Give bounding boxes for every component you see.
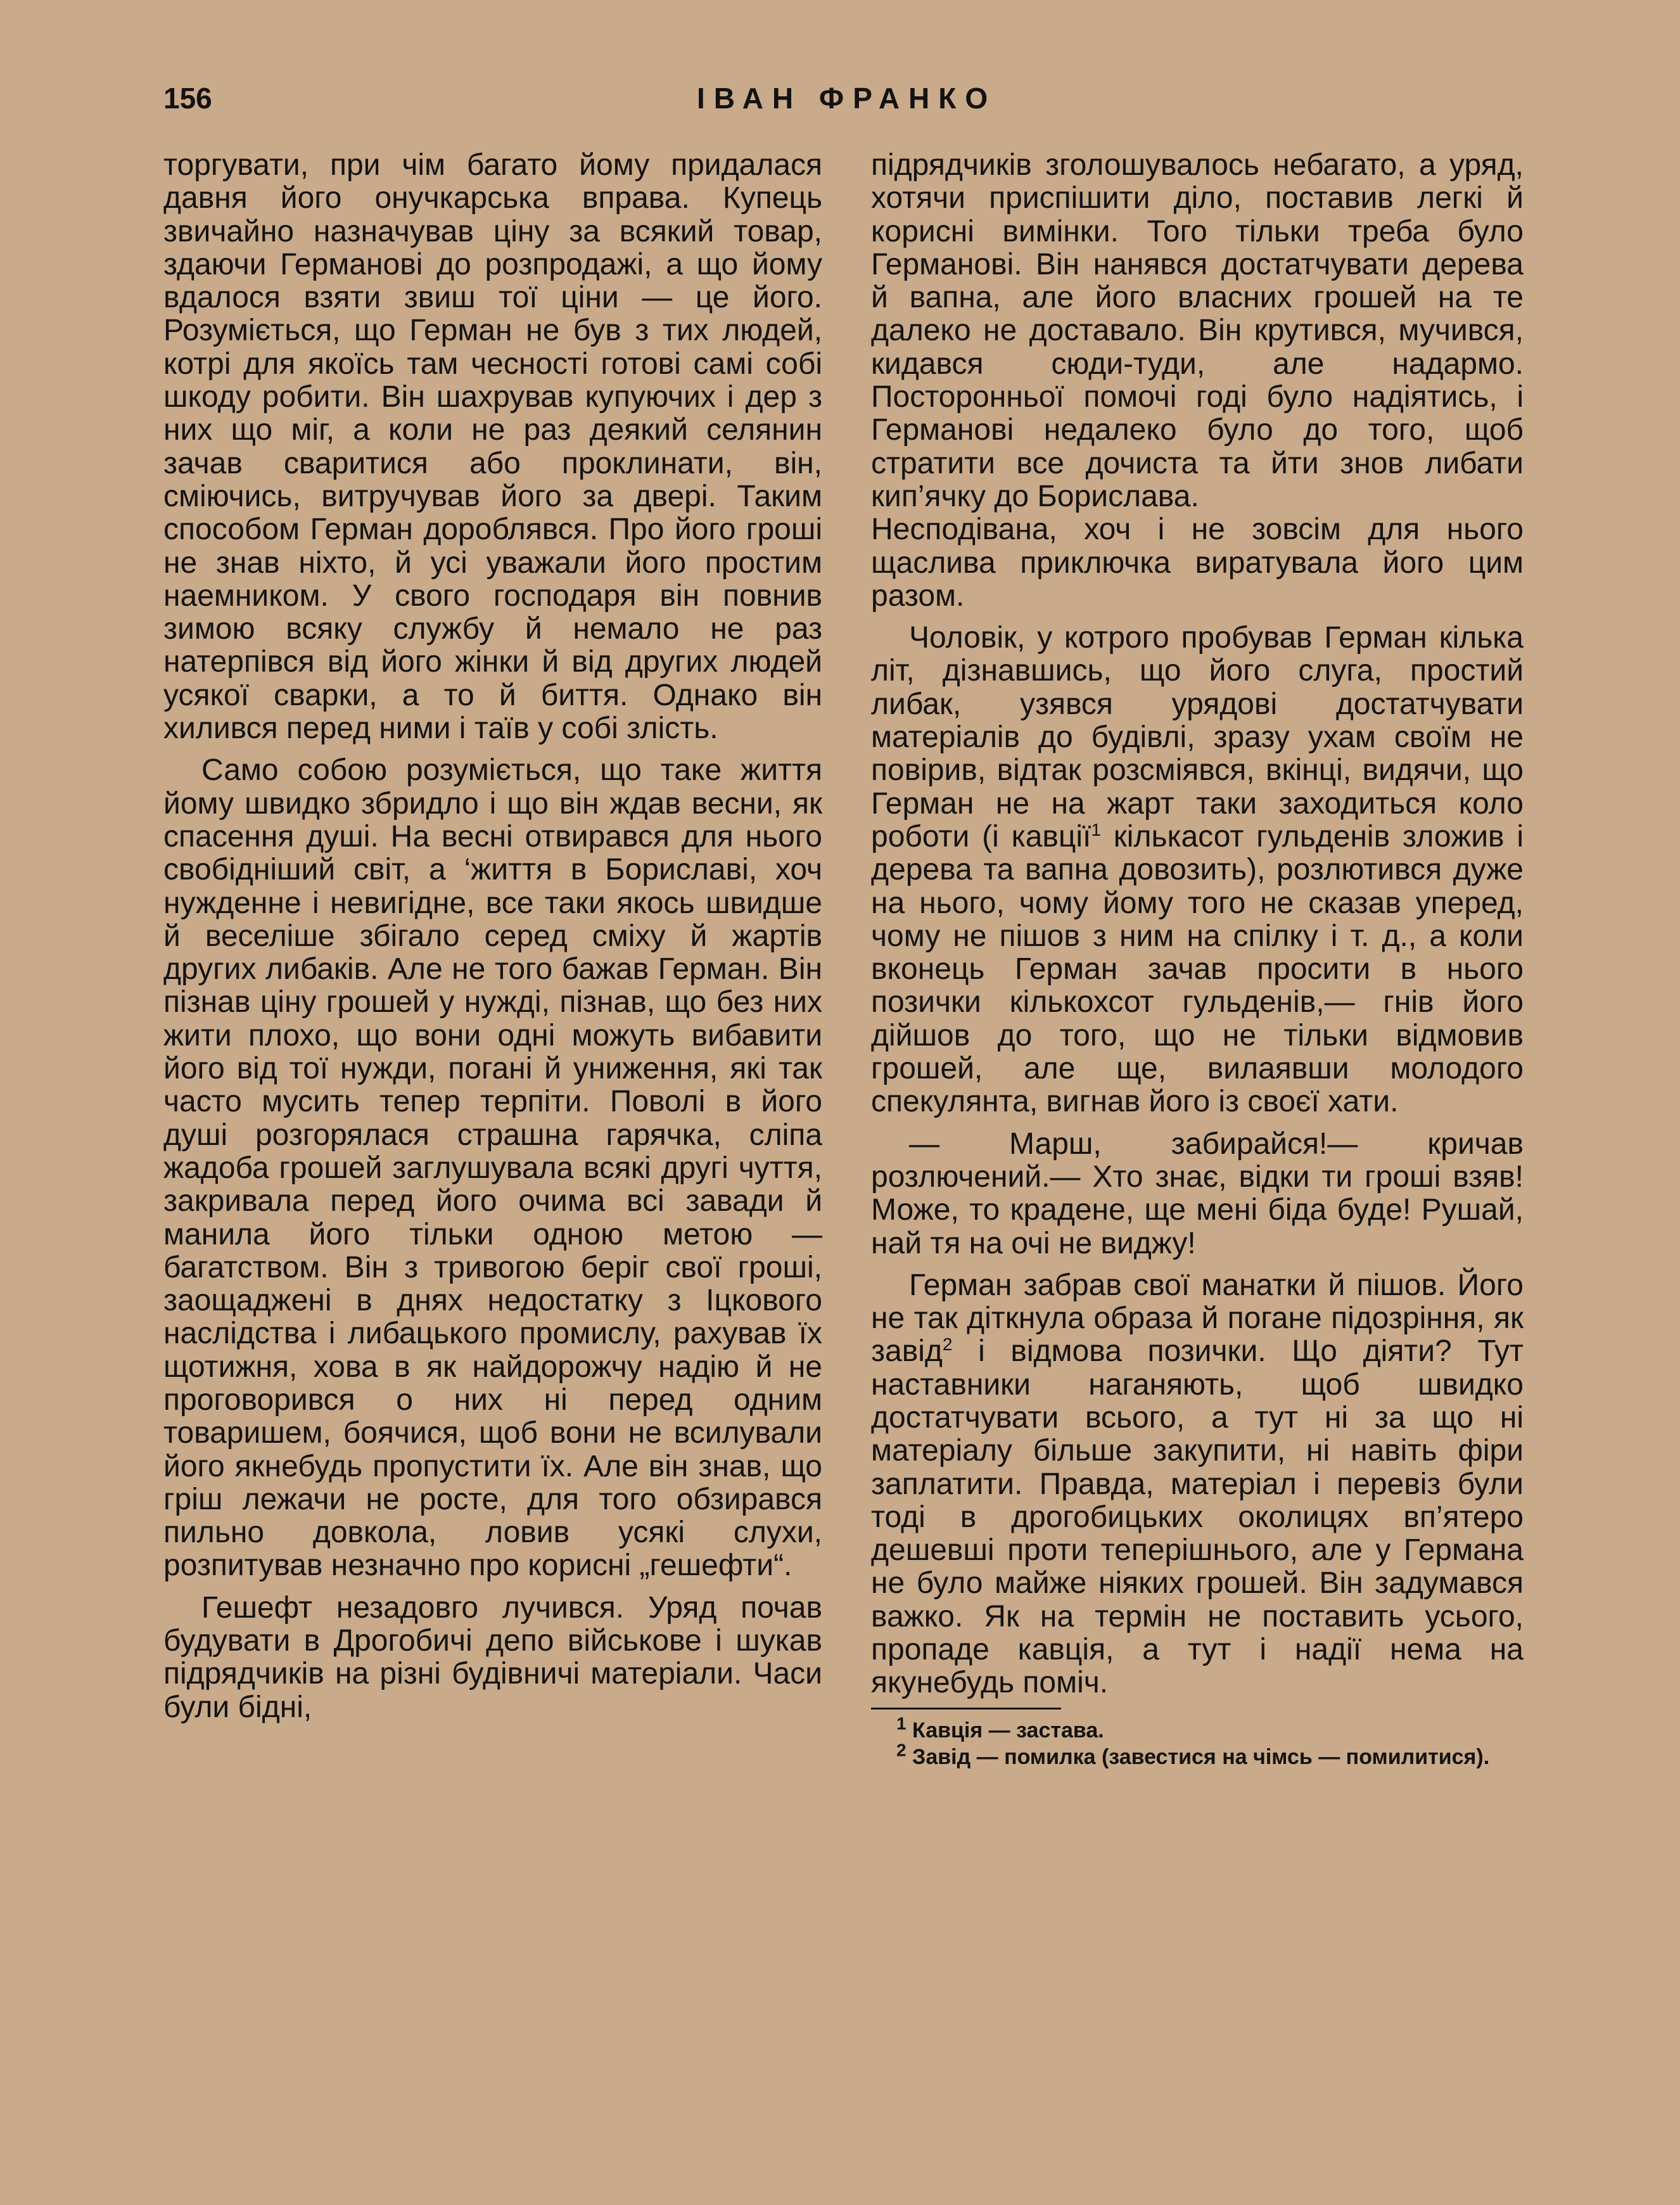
- right-paragraph-2: Несподівана, хоч і не зовсім для нього щаслива приключка виратувала його цим разом.: [871, 513, 1524, 613]
- footnote-2: [871, 1740, 1524, 1770]
- right-paragraph-5-part-b: і відмова позички. Що діяти? Тут наставники наганяють, щоб швидко достатчувати всього, а тут ні за що ні матеріалу більше закупити, ні навіть фіри заплатити. Правда, матеріал і перевіз були тоді в дрогобицьких околицях вп’ятеро дешевші проти теперішнього, але у Германа не було майже ніяких грошей. Він задумався важко. Як на термін не поставить усього, пропаде кавція, а тут і надії нема на якунебудь поміч.: [871, 1334, 1524, 1700]
- right-column: [871, 149, 1524, 1770]
- right-paragraph-3: [871, 622, 1524, 1118]
- footnote-divider: [871, 1708, 1061, 1710]
- footnote-2-text: Завід — помилка (завестися на чімсь — помилитися).: [912, 1744, 1490, 1769]
- right-paragraph-4: — Марш, забирайся!— кричав розлючений.— Хто знає, відки ти гроші взяв! Може, то крадене, ще мені біда буде! Рушай, най тя на очі не виджу!: [871, 1127, 1524, 1260]
- left-paragraph-2: Само собою розуміється, що таке життя йому швидко збридло і що він ждав весни, як спасення душі. На весні отвирався для нього свобідніший світ, а ‘життя в Бориславі, хоч нужденне і невигідне, все таки якось швидше й веселіше збігало серед сміху й жартів других либаків. Але не того бажав Герман. Він пізнав ціну грошей у нужді, пізнав, що без них жити плохо, що вони одні можуть вибавити його від тої нужди, погані й униження, які так часто мусить тепер терпіти. Поволі в його душі розгорялася страшна гарячка, сліпа жадоба грошей заглушувала всякі другі чуття, закривала перед його очима всі завади й манила його тільки одною метою — багатством. Він з тривогою беріг свої гроші, заощаджені в днях недостатку з Іцкового наслідства і либацького промислу, рахував їх щотижня, хова в як найдорожчу надію й не проговорився о них ні перед одним товаришем, боячися, щоб вони не всилували його якнебудь пропустити їх. Але він знав, що гріш лежачи не росте, для того обзирався пильно довкола, ловив усякі слухи, розпитував незначно про корисні „гешефти“.: [163, 753, 822, 1583]
- footnote-1-mark: 1: [896, 1713, 907, 1734]
- left-paragraph-1: торгувати, при чім багато йому придалася давня його онучкарська вправа. Купець звичайно назначував ціну за всякий товар, здаючи Германові до розпродажі, а що йому вдалося взяти звиш тої ціни — це його. Розуміється, що Герман не був з тих людей, котрі для якоїсь там чесності готові самі собі шкоду робити. Він шахрував купуючих і дер з них що міг, а коли не раз деякий селянин зачав сваритися або проклинати, він, сміючись, витручував його за двері. Таким способом Герман дороблявся. Про його гроші не знав ніхто, й усі уважали його простим наемником. У свого господаря він повнив зимою всяку службу й немало не раз натерпівся від його жінки й від других людей усякої сварки, а то й биття. Однако він хилився перед ними і таїв у собі злість.: [163, 148, 822, 746]
- right-paragraph-3-part-a: Чоловік, у котрого пробував Герман кілька літ, дізнавшись, що його слуга, простий либак, узявся урядові достатчувати матеріалів до будівлі, зразу ухам своїм не повірив, відтак розсміявся, вкінці, видячи, що Герман не на жарт таки заходиться коло роботи (і кавції: [871, 621, 1524, 853]
- page-number: 156: [163, 82, 212, 115]
- right-paragraph-3-part-b: кількасот гульденів зложив і дерева та вапна довозить), розлютився дуже на нього, чому йому того не сказав уперед, чому не пішов з ним на спілку і т. д., а коли вконець Герман зачав просити в нього позички кількохсот гульденів,— гнів його дійшов до того, що не тільки відмовив грошей, але ще, вилаявши молодого спекулянта, вигнав його із своєї хати.: [871, 819, 1524, 1119]
- left-column: [163, 149, 822, 1724]
- footnote-1: [871, 1713, 1524, 1744]
- right-paragraph-5-part-a: Герман забрав свої манатки й пішов. Його не так діткнула образа й погане підозріння, як завід: [871, 1268, 1524, 1369]
- left-paragraph-3: Гешефт незадовго лучився. Уряд почав будувати в Дрогобичі депо військове і шукав підрядчиків на різні будівничі матеріали. Часи були бідні,: [163, 1590, 822, 1724]
- running-head: ІВАН ФРАНКО: [697, 82, 997, 115]
- right-paragraph-1: підрядчиків зголошувалось небагато, а уряд, хотячи приспішити діло, поставив легкі й корисні вимінки. Того тільки треба було Германові. Він нанявся достатчувати дерева й вапна, але його власних грошей на те далеко не доставало. Він крутився, мучився, кидався сюди-туди, але надармо. Посторонньої помочі годі було надіятись, і Германові недалеко було до того, щоб стратити все дочиста та йти знов либати кип’ячку до Борислава.: [871, 148, 1524, 513]
- right-paragraph-5: [871, 1269, 1524, 1700]
- footnote-2-mark: 2: [896, 1740, 907, 1760]
- footnote-1-text: Кавція — застава.: [912, 1718, 1104, 1742]
- footnote-ref-1: 1: [1091, 819, 1101, 840]
- footnote-ref-2: 2: [942, 1334, 953, 1355]
- footnotes: [871, 1713, 1524, 1770]
